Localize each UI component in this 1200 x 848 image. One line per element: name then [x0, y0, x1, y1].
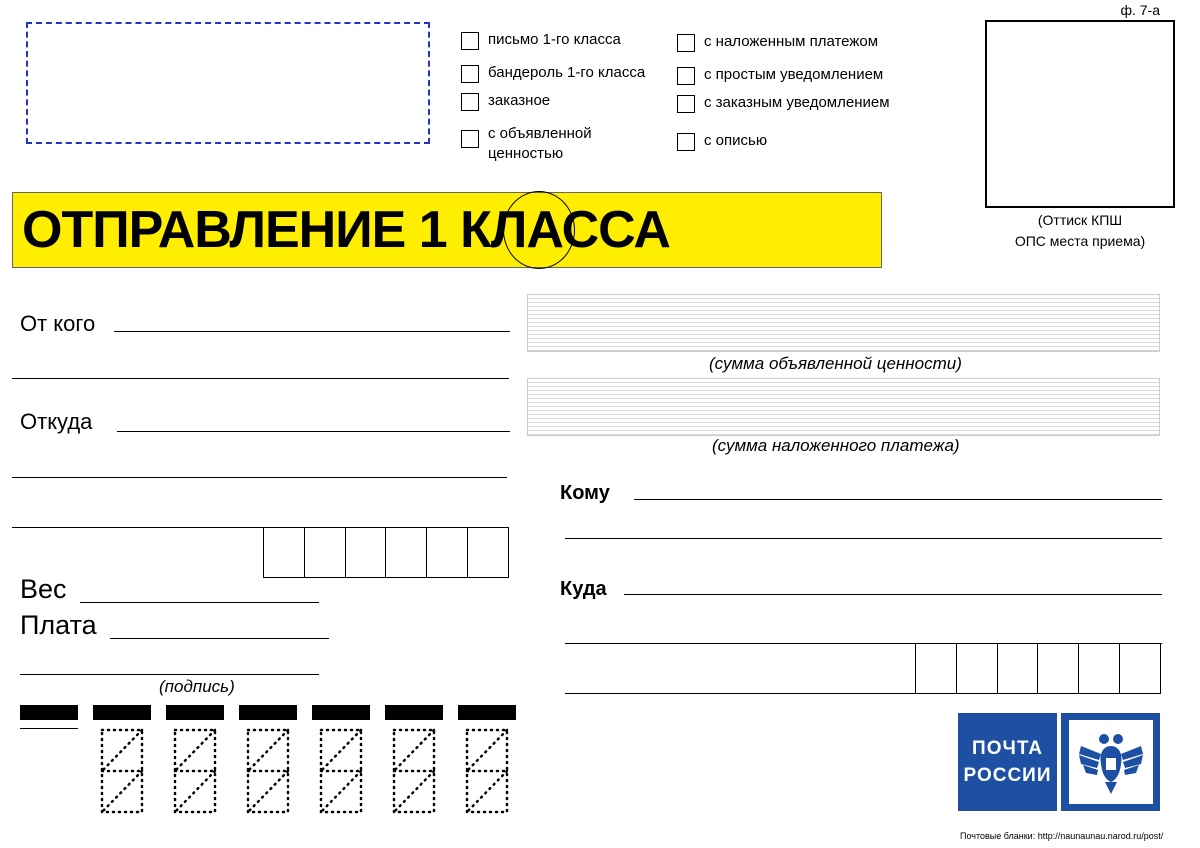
checkbox[interactable]	[677, 67, 695, 85]
address-window-frame	[26, 22, 430, 144]
checkbox[interactable]	[461, 32, 479, 50]
signature-caption: (подпись)	[159, 677, 235, 696]
to-label: Кому	[560, 482, 610, 504]
checkbox[interactable]	[677, 133, 695, 151]
postcode-stencil-bar	[239, 705, 297, 720]
option-label: с заказным уведомлением	[704, 94, 890, 111]
to-address-label: Куда	[560, 578, 607, 600]
from-address-line-2[interactable]	[12, 477, 507, 478]
checkbox[interactable]	[677, 34, 695, 52]
eagle-icon	[1073, 724, 1149, 800]
to-address-line-3[interactable]	[565, 693, 915, 694]
postcode-stencil-digit	[246, 728, 290, 814]
option-simple-notification[interactable]	[677, 65, 883, 85]
fee-line[interactable]	[110, 638, 329, 639]
from-address-line-3[interactable]	[12, 527, 263, 528]
postcode-stencil-digit	[319, 728, 363, 814]
option-registered[interactable]	[461, 91, 550, 111]
postcode-stencil-bar	[166, 705, 224, 720]
eagle-emblem	[1061, 713, 1160, 811]
postcode-stencil-bar	[312, 705, 370, 720]
from-address-label: Откуда	[20, 409, 93, 434]
postcode-cell[interactable]	[956, 644, 997, 693]
to-address-line[interactable]	[624, 594, 1162, 595]
signature-line[interactable]	[20, 674, 319, 675]
postcode-cell[interactable]	[916, 644, 956, 693]
to-line-2[interactable]	[565, 538, 1162, 539]
checkbox[interactable]	[461, 65, 479, 83]
from-line[interactable]	[114, 331, 510, 332]
footer-source-text: Почтовые бланки: http://naunaunau.narod.ru/post/	[960, 831, 1164, 841]
postcode-cell[interactable]	[264, 528, 304, 577]
postcode-cell[interactable]	[1119, 644, 1160, 693]
to-line[interactable]	[634, 499, 1162, 500]
postcode-stencil-bar	[458, 705, 516, 720]
postcode-cell[interactable]	[1037, 644, 1078, 693]
option-label: с простым уведомлением	[704, 66, 884, 83]
from-label: От кого	[20, 311, 96, 336]
option-label: с наложенным платежом	[704, 33, 879, 50]
postcode-cell[interactable]	[304, 528, 345, 577]
option-label: с объявленной ценностью	[488, 125, 592, 162]
option-first-class-letter[interactable]	[461, 30, 621, 50]
postcode-cell[interactable]	[467, 528, 508, 577]
form-code: ф. 7-а	[1120, 2, 1160, 18]
option-label: письмо 1-го класса	[488, 31, 621, 48]
from-line-2[interactable]	[12, 378, 509, 379]
cod-amount-field[interactable]	[527, 378, 1160, 436]
option-cash-on-delivery[interactable]	[677, 32, 878, 52]
postcode-cell[interactable]	[1078, 644, 1119, 693]
postcode-cell[interactable]	[426, 528, 467, 577]
checkbox[interactable]	[461, 93, 479, 111]
postmark-stamp-box	[985, 20, 1175, 208]
option-first-class-parcel[interactable]	[461, 63, 645, 83]
postcode-cell[interactable]	[997, 644, 1038, 693]
russian-post-logo: ПОЧТА РОССИИ	[958, 713, 1057, 811]
postcode-cell[interactable]	[385, 528, 426, 577]
option-label: заказное	[488, 92, 551, 109]
option-with-inventory[interactable]	[677, 131, 767, 151]
postcode-stencil-underline	[20, 728, 78, 729]
checkbox[interactable]	[461, 130, 479, 148]
declared-value-field[interactable]	[527, 294, 1160, 352]
class-number-circle	[503, 191, 575, 269]
option-label: с описью	[704, 132, 768, 149]
postcode-stencil-digit	[100, 728, 144, 814]
sender-postcode-boxes[interactable]	[263, 527, 509, 578]
postcode-stencil-digit	[173, 728, 217, 814]
postcode-stencil-bar	[385, 705, 443, 720]
banner-title: ОТПРАВЛЕНИЕ 1 КЛАССА	[22, 201, 670, 259]
declared-value-caption: (сумма объявленной ценности)	[709, 354, 962, 373]
postcode-stencil-bar	[20, 705, 78, 720]
cod-amount-caption: (сумма наложенного платежа)	[712, 436, 960, 455]
option-registered-notification[interactable]	[677, 93, 890, 113]
option-label: бандероль 1-го класса	[488, 64, 646, 81]
recipient-postcode-boxes[interactable]	[915, 643, 1161, 694]
option-declared-value[interactable]	[461, 124, 592, 164]
postcode-cell[interactable]	[345, 528, 386, 577]
postcode-stencil-digit	[465, 728, 509, 814]
postmark-caption: (Оттиск КПШ ОПС места приема)	[1014, 212, 1146, 249]
checkbox[interactable]	[677, 95, 695, 113]
weight-line[interactable]	[80, 602, 319, 603]
postcode-stencil-digit	[392, 728, 436, 814]
fee-label: Плата	[20, 610, 97, 640]
postcode-stencil-bar	[93, 705, 151, 720]
from-address-line[interactable]	[117, 431, 510, 432]
weight-label: Вес	[20, 574, 67, 604]
